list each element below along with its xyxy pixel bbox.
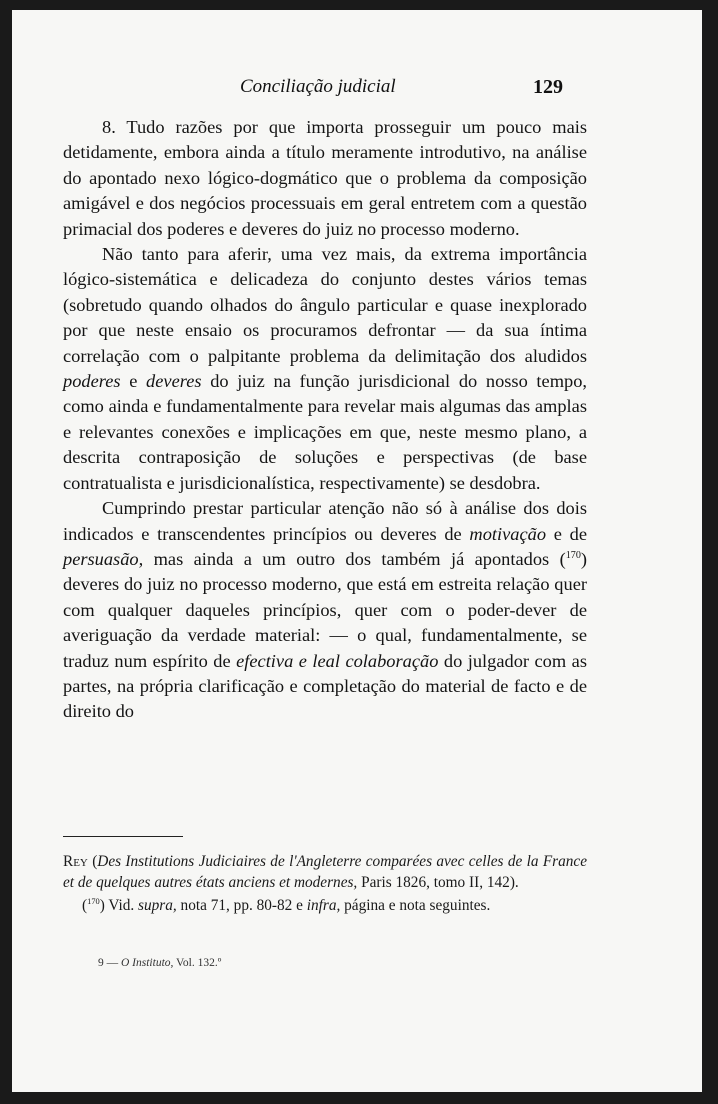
book-page	[12, 10, 702, 1092]
footnotes	[63, 851, 587, 916]
emphasis-deveres: deveres	[146, 371, 202, 392]
page-number: 129	[533, 76, 563, 98]
printer-signature: 9 — O Instituto, Vol. 132.º	[98, 957, 222, 969]
emphasis-poderes: poderes	[63, 371, 121, 392]
paragraph-8: 8. Tudo razões por que importa prosseguir um pouco mais detidamente, embora ainda a título meramente introdutivo, na análise do apontado nexo lógico-dogmático que o problema da composição amigável e dos negócios processuais em geral entretem com a questão primacial dos poderes e deveres do juiz no processo moderno.	[63, 117, 587, 239]
emphasis-colaboracao: efectiva e leal colaboração	[236, 650, 439, 671]
emphasis-persuasao: persuasão,	[63, 548, 144, 569]
footnote-author: Rey	[63, 853, 88, 870]
footnote-rey: Rey (Des Institutions Judiciaires de l'Angleterre comparées avec celles de la France et de quelques autres états anciens et modernes, Paris 1826, tomo II, 142).	[63, 853, 587, 891]
footnote-divider	[63, 836, 183, 837]
running-title: Conciliação judicial	[240, 76, 396, 97]
footnote-ref-170: 170	[565, 549, 581, 561]
page-header	[12, 70, 702, 100]
emphasis-motivacao: motivação	[469, 523, 547, 544]
body-text	[63, 115, 587, 725]
paragraph-cumprindo: Cumprindo prestar particular atenção não só à análise dos dois indicados e transcendentes princípios ou deveres de motivação e de persuasão, mas ainda a um outro dos também já apontados ($^{170}$) deveres do juiz no processo moderno, que está em estreita relação quer com qualquer daqueles princípios, quer com o poder-dever de averiguação da verdade material: — o qual, fundamentalmente, se traduz num espírito de efectiva e leal colaboração do julgador com as partes, na própria clarificação e completação do material de facto e de direito do	[63, 498, 587, 722]
paragraph-nao-tanto: Não tanto para aferir, uma vez mais, da extrema importância lógico-sistemática e delicadeza do conjunto destes vários temas (sobretudo quando olhados do ângulo particular e quase inexplorado por que neste ensaio os procuramos defrontar — da sua íntima correlação com o palpitante problema da delimitação dos aludidos poderes e deveres do juiz na função jurisdicional do nosso tempo, como ainda e fundamentalmente para revelar mais algumas das amplas e relevantes conexões e implicações em que, neste mesmo plano, a descrita contraposição de soluções e perspectivas (de base contratualista e jurisdicionalística, respectivamente) se desdobra.	[63, 244, 588, 493]
footnote-170: ($^{170}$) Vid. supra, nota 71, pp. 80-82 e infra, página e nota seguintes.	[82, 897, 491, 914]
